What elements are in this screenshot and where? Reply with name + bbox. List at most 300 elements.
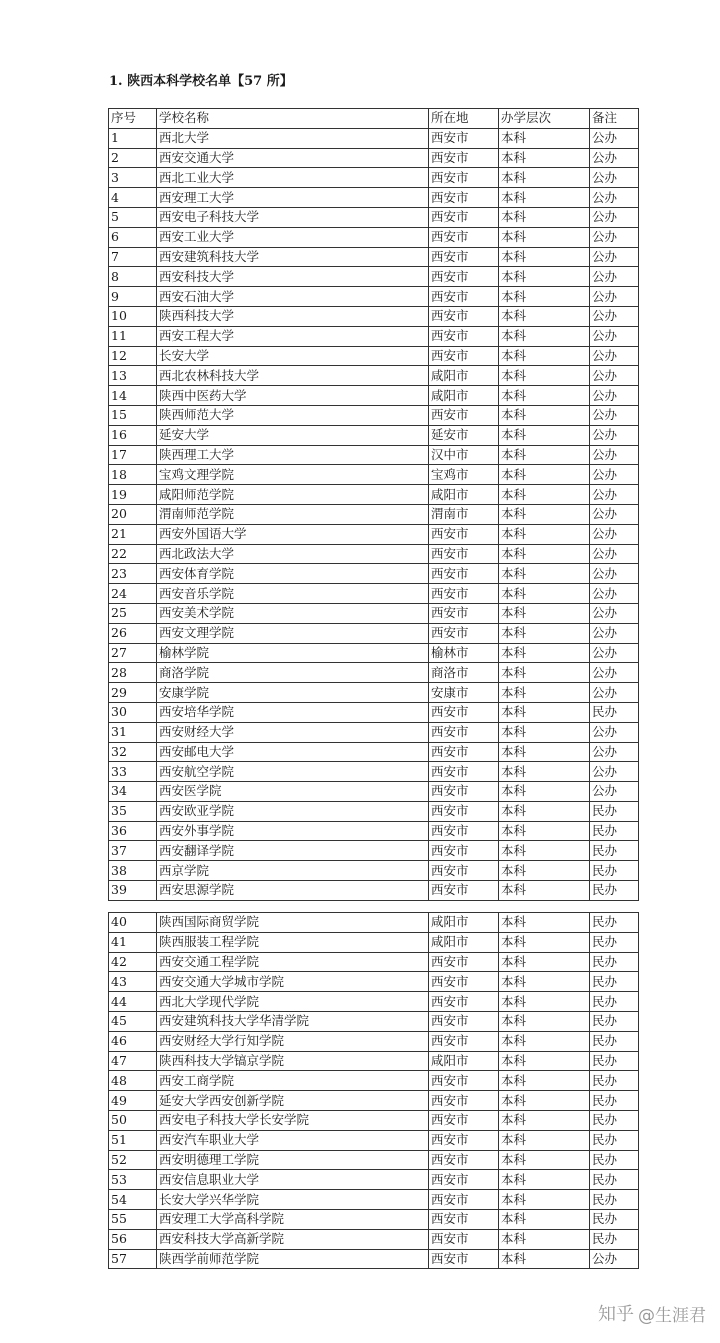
cell-level: 本科 [499, 1229, 590, 1249]
cell-location: 西安市 [429, 584, 499, 604]
cell-school-name: 西安外事学院 [157, 821, 429, 841]
table-row [109, 504, 639, 524]
table-row [109, 1209, 639, 1229]
cell-level: 本科 [499, 485, 590, 505]
cell-remark: 公办 [590, 603, 639, 623]
cell-school-name: 陕西理工大学 [157, 445, 429, 465]
cell-location: 西安市 [429, 207, 499, 227]
cell-school-name: 西安科技大学 [157, 267, 429, 287]
cell-remark: 民办 [590, 913, 639, 933]
cell-level: 本科 [499, 643, 590, 663]
cell-index: 14 [109, 386, 157, 406]
cell-remark: 公办 [590, 425, 639, 445]
table-row [109, 782, 639, 802]
cell-level: 本科 [499, 425, 590, 445]
cell-school-name: 西安建筑科技大学华清学院 [157, 1011, 429, 1031]
cell-location: 西安市 [429, 742, 499, 762]
cell-school-name: 西安培华学院 [157, 702, 429, 722]
cell-index: 47 [109, 1051, 157, 1071]
cell-index: 10 [109, 306, 157, 326]
cell-school-name: 西安财经大学 [157, 722, 429, 742]
cell-remark: 公办 [590, 386, 639, 406]
cell-index: 19 [109, 485, 157, 505]
cell-level: 本科 [499, 504, 590, 524]
cell-index: 51 [109, 1130, 157, 1150]
cell-remark: 民办 [590, 1031, 639, 1051]
table-row [109, 247, 639, 267]
table-row [109, 841, 639, 861]
cell-location: 西安市 [429, 762, 499, 782]
cell-school-name: 陕西中医药大学 [157, 386, 429, 406]
cell-index: 30 [109, 702, 157, 722]
table-row [109, 1110, 639, 1130]
cell-school-name: 西安理工大学 [157, 188, 429, 208]
cell-level: 本科 [499, 841, 590, 861]
cell-remark: 民办 [590, 821, 639, 841]
cell-school-name: 安康学院 [157, 683, 429, 703]
cell-level: 本科 [499, 188, 590, 208]
cell-index: 5 [109, 207, 157, 227]
cell-location: 咸阳市 [429, 386, 499, 406]
cell-level: 本科 [499, 148, 590, 168]
cell-level: 本科 [499, 663, 590, 683]
cell-remark: 公办 [590, 366, 639, 386]
cell-location: 西安市 [429, 801, 499, 821]
cell-remark: 公办 [590, 544, 639, 564]
cell-level: 本科 [499, 603, 590, 623]
cell-level: 本科 [499, 1130, 590, 1150]
cell-school-name: 西安欧亚学院 [157, 801, 429, 821]
cell-remark: 公办 [590, 782, 639, 802]
cell-index: 11 [109, 326, 157, 346]
cell-index: 3 [109, 168, 157, 188]
cell-index: 13 [109, 366, 157, 386]
cell-remark: 民办 [590, 881, 639, 901]
table-row [109, 1150, 639, 1170]
cell-level: 本科 [499, 445, 590, 465]
cell-school-name: 陕西科技大学镐京学院 [157, 1051, 429, 1071]
cell-level: 本科 [499, 524, 590, 544]
cell-index: 37 [109, 841, 157, 861]
table-row [109, 1051, 639, 1071]
cell-index: 50 [109, 1110, 157, 1130]
cell-index: 20 [109, 504, 157, 524]
cell-remark: 公办 [590, 1249, 639, 1269]
table-row [109, 603, 639, 623]
cell-school-name: 西安邮电大学 [157, 742, 429, 762]
cell-index: 15 [109, 405, 157, 425]
cell-remark: 公办 [590, 306, 639, 326]
table-row [109, 722, 639, 742]
cell-location: 西安市 [429, 1011, 499, 1031]
cell-school-name: 西安航空学院 [157, 762, 429, 782]
table-row [109, 306, 639, 326]
table-row [109, 663, 639, 683]
cell-school-name: 西京学院 [157, 861, 429, 881]
cell-level: 本科 [499, 465, 590, 485]
cell-school-name: 西安交通工程学院 [157, 952, 429, 972]
cell-remark: 公办 [590, 267, 639, 287]
cell-index: 9 [109, 287, 157, 307]
table-row [109, 992, 639, 1012]
cell-remark: 公办 [590, 168, 639, 188]
cell-location: 西安市 [429, 1091, 499, 1111]
cell-index: 27 [109, 643, 157, 663]
cell-school-name: 西安工业大学 [157, 227, 429, 247]
cell-location: 西安市 [429, 881, 499, 901]
table-row [109, 544, 639, 564]
table-row [109, 445, 639, 465]
cell-school-name: 西安思源学院 [157, 881, 429, 901]
cell-level: 本科 [499, 584, 590, 604]
cell-index: 53 [109, 1170, 157, 1190]
cell-index: 22 [109, 544, 157, 564]
cell-level: 本科 [499, 227, 590, 247]
table-header-cell: 所在地 [429, 109, 499, 129]
cell-school-name: 咸阳师范学院 [157, 485, 429, 505]
cell-remark: 公办 [590, 405, 639, 425]
cell-location: 西安市 [429, 128, 499, 148]
cell-location: 汉中市 [429, 445, 499, 465]
cell-level: 本科 [499, 1091, 590, 1111]
table-row [109, 128, 639, 148]
table-row [109, 932, 639, 952]
zhihu-logo: 知乎 [598, 1304, 634, 1325]
cell-index: 12 [109, 346, 157, 366]
cell-level: 本科 [499, 1209, 590, 1229]
cell-remark: 民办 [590, 841, 639, 861]
table-row [109, 952, 639, 972]
cell-location: 西安市 [429, 1170, 499, 1190]
cell-index: 7 [109, 247, 157, 267]
cell-index: 38 [109, 861, 157, 881]
cell-school-name: 西安财经大学行知学院 [157, 1031, 429, 1051]
cell-location: 西安市 [429, 247, 499, 267]
cell-level: 本科 [499, 1150, 590, 1170]
table-row [109, 861, 639, 881]
cell-level: 本科 [499, 801, 590, 821]
table-row [109, 972, 639, 992]
cell-remark: 民办 [590, 861, 639, 881]
cell-school-name: 商洛学院 [157, 663, 429, 683]
cell-index: 52 [109, 1150, 157, 1170]
cell-remark: 公办 [590, 524, 639, 544]
cell-remark: 公办 [590, 742, 639, 762]
cell-level: 本科 [499, 405, 590, 425]
cell-location: 西安市 [429, 1229, 499, 1249]
cell-index: 41 [109, 932, 157, 952]
table-row [109, 168, 639, 188]
cell-level: 本科 [499, 861, 590, 881]
cell-remark: 公办 [590, 445, 639, 465]
cell-location: 咸阳市 [429, 913, 499, 933]
cell-location: 商洛市 [429, 663, 499, 683]
cell-location: 西安市 [429, 326, 499, 346]
table-row [109, 1031, 639, 1051]
cell-school-name: 西安明德理工学院 [157, 1150, 429, 1170]
cell-remark: 公办 [590, 188, 639, 208]
watermark-author: @生涯君 [638, 1305, 706, 1326]
cell-remark: 公办 [590, 128, 639, 148]
cell-location: 西安市 [429, 623, 499, 643]
cell-level: 本科 [499, 544, 590, 564]
cell-school-name: 长安大学 [157, 346, 429, 366]
table-row [109, 287, 639, 307]
cell-index: 29 [109, 683, 157, 703]
cell-index: 25 [109, 603, 157, 623]
table-header-cell: 学校名称 [157, 109, 429, 129]
cell-index: 45 [109, 1011, 157, 1031]
cell-index: 23 [109, 564, 157, 584]
cell-school-name: 西安翻译学院 [157, 841, 429, 861]
cell-level: 本科 [499, 386, 590, 406]
cell-index: 17 [109, 445, 157, 465]
cell-remark: 民办 [590, 702, 639, 722]
cell-level: 本科 [499, 1190, 590, 1210]
cell-remark: 公办 [590, 643, 639, 663]
table-row [109, 683, 639, 703]
cell-location: 西安市 [429, 1071, 499, 1091]
table-row [109, 148, 639, 168]
cell-school-name: 延安大学西安创新学院 [157, 1091, 429, 1111]
table-row [109, 346, 639, 366]
cell-remark: 民办 [590, 1071, 639, 1091]
cell-level: 本科 [499, 683, 590, 703]
cell-level: 本科 [499, 702, 590, 722]
cell-school-name: 西北农林科技大学 [157, 366, 429, 386]
cell-location: 西安市 [429, 267, 499, 287]
cell-index: 39 [109, 881, 157, 901]
cell-location: 西安市 [429, 722, 499, 742]
cell-remark: 公办 [590, 623, 639, 643]
table-row [109, 425, 639, 445]
table-row [109, 1091, 639, 1111]
cell-index: 48 [109, 1071, 157, 1091]
cell-location: 西安市 [429, 1130, 499, 1150]
cell-location: 西安市 [429, 1190, 499, 1210]
cell-school-name: 西安汽车职业大学 [157, 1130, 429, 1150]
cell-remark: 公办 [590, 564, 639, 584]
table-row [109, 366, 639, 386]
cell-index: 40 [109, 913, 157, 933]
cell-remark: 公办 [590, 504, 639, 524]
cell-school-name: 西安音乐学院 [157, 584, 429, 604]
cell-level: 本科 [499, 623, 590, 643]
table-row [109, 881, 639, 901]
cell-index: 32 [109, 742, 157, 762]
cell-school-name: 西北政法大学 [157, 544, 429, 564]
cell-remark: 公办 [590, 207, 639, 227]
cell-location: 西安市 [429, 992, 499, 1012]
page-title: 1. 陕西本科学校名单【57 所】 [109, 74, 293, 89]
cell-index: 16 [109, 425, 157, 445]
table-row [109, 207, 639, 227]
cell-index: 57 [109, 1249, 157, 1269]
cell-index: 1 [109, 128, 157, 148]
cell-remark: 民办 [590, 1150, 639, 1170]
school-table-part-2 [108, 912, 639, 1269]
cell-remark: 民办 [590, 1190, 639, 1210]
cell-school-name: 西北大学 [157, 128, 429, 148]
cell-location: 榆林市 [429, 643, 499, 663]
cell-location: 西安市 [429, 972, 499, 992]
table-row [109, 742, 639, 762]
cell-index: 42 [109, 952, 157, 972]
cell-level: 本科 [499, 1071, 590, 1091]
cell-school-name: 西安信息职业大学 [157, 1170, 429, 1190]
cell-remark: 公办 [590, 762, 639, 782]
table-row [109, 465, 639, 485]
table-row [109, 326, 639, 346]
cell-location: 咸阳市 [429, 485, 499, 505]
cell-index: 26 [109, 623, 157, 643]
cell-level: 本科 [499, 913, 590, 933]
cell-level: 本科 [499, 881, 590, 901]
cell-location: 西安市 [429, 148, 499, 168]
cell-level: 本科 [499, 742, 590, 762]
cell-location: 西安市 [429, 702, 499, 722]
cell-location: 西安市 [429, 1031, 499, 1051]
cell-index: 6 [109, 227, 157, 247]
cell-level: 本科 [499, 762, 590, 782]
cell-location: 咸阳市 [429, 932, 499, 952]
cell-level: 本科 [499, 564, 590, 584]
cell-school-name: 陕西服装工程学院 [157, 932, 429, 952]
cell-location: 西安市 [429, 168, 499, 188]
cell-remark: 民办 [590, 1011, 639, 1031]
cell-remark: 民办 [590, 1130, 639, 1150]
school-table-part-1 [108, 108, 639, 901]
cell-index: 34 [109, 782, 157, 802]
table-row [109, 801, 639, 821]
cell-level: 本科 [499, 1031, 590, 1051]
cell-level: 本科 [499, 1011, 590, 1031]
cell-index: 35 [109, 801, 157, 821]
table-row [109, 913, 639, 933]
cell-location: 西安市 [429, 1150, 499, 1170]
cell-index: 46 [109, 1031, 157, 1051]
cell-school-name: 陕西师范大学 [157, 405, 429, 425]
cell-location: 西安市 [429, 1110, 499, 1130]
table-row [109, 702, 639, 722]
cell-school-name: 延安大学 [157, 425, 429, 445]
table-row [109, 1130, 639, 1150]
table-row [109, 386, 639, 406]
table-header-cell: 备注 [590, 109, 639, 129]
cell-index: 55 [109, 1209, 157, 1229]
table-row [109, 762, 639, 782]
cell-location: 西安市 [429, 1249, 499, 1269]
cell-index: 8 [109, 267, 157, 287]
cell-location: 咸阳市 [429, 1051, 499, 1071]
cell-level: 本科 [499, 128, 590, 148]
cell-school-name: 西安交通大学城市学院 [157, 972, 429, 992]
cell-location: 西安市 [429, 841, 499, 861]
table-row [109, 564, 639, 584]
cell-location: 西安市 [429, 524, 499, 544]
cell-level: 本科 [499, 932, 590, 952]
cell-index: 33 [109, 762, 157, 782]
table-row [109, 1170, 639, 1190]
cell-school-name: 西安医学院 [157, 782, 429, 802]
cell-location: 西安市 [429, 287, 499, 307]
cell-school-name: 西安工商学院 [157, 1071, 429, 1091]
cell-remark: 民办 [590, 1051, 639, 1071]
cell-level: 本科 [499, 782, 590, 802]
cell-location: 西安市 [429, 861, 499, 881]
cell-level: 本科 [499, 821, 590, 841]
cell-school-name: 西北工业大学 [157, 168, 429, 188]
cell-level: 本科 [499, 267, 590, 287]
table-row [109, 1190, 639, 1210]
cell-level: 本科 [499, 1249, 590, 1269]
table-row [109, 1229, 639, 1249]
table-row [109, 1071, 639, 1091]
cell-school-name: 西安石油大学 [157, 287, 429, 307]
cell-location: 西安市 [429, 1209, 499, 1229]
cell-location: 西安市 [429, 227, 499, 247]
table-row [109, 623, 639, 643]
cell-school-name: 西安科技大学高新学院 [157, 1229, 429, 1249]
cell-location: 安康市 [429, 683, 499, 703]
cell-index: 31 [109, 722, 157, 742]
cell-remark: 公办 [590, 247, 639, 267]
cell-level: 本科 [499, 1051, 590, 1071]
table-header-cell: 序号 [109, 109, 157, 129]
cell-school-name: 西安外国语大学 [157, 524, 429, 544]
cell-remark: 民办 [590, 1229, 639, 1249]
cell-level: 本科 [499, 1170, 590, 1190]
cell-location: 西安市 [429, 952, 499, 972]
cell-level: 本科 [499, 306, 590, 326]
table-header-cell: 办学层次 [499, 109, 590, 129]
table-row [109, 1249, 639, 1269]
cell-remark: 公办 [590, 326, 639, 346]
cell-level: 本科 [499, 207, 590, 227]
cell-location: 西安市 [429, 346, 499, 366]
table-row [109, 584, 639, 604]
zhihu-watermark [598, 1300, 706, 1326]
table-row [109, 485, 639, 505]
cell-level: 本科 [499, 972, 590, 992]
cell-index: 43 [109, 972, 157, 992]
table-row [109, 1011, 639, 1031]
cell-remark: 民办 [590, 992, 639, 1012]
cell-location: 延安市 [429, 425, 499, 445]
cell-location: 西安市 [429, 564, 499, 584]
cell-school-name: 西安电子科技大学 [157, 207, 429, 227]
cell-remark: 公办 [590, 227, 639, 247]
cell-level: 本科 [499, 346, 590, 366]
cell-remark: 公办 [590, 584, 639, 604]
cell-remark: 公办 [590, 683, 639, 703]
cell-index: 36 [109, 821, 157, 841]
cell-index: 24 [109, 584, 157, 604]
cell-school-name: 西安体育学院 [157, 564, 429, 584]
cell-level: 本科 [499, 247, 590, 267]
cell-school-name: 西安交通大学 [157, 148, 429, 168]
cell-remark: 民办 [590, 1170, 639, 1190]
table-row [109, 524, 639, 544]
cell-index: 54 [109, 1190, 157, 1210]
table-header-row [109, 109, 639, 129]
cell-school-name: 西安电子科技大学长安学院 [157, 1110, 429, 1130]
cell-remark: 民办 [590, 932, 639, 952]
cell-remark: 民办 [590, 1091, 639, 1111]
cell-index: 21 [109, 524, 157, 544]
cell-school-name: 西安工程大学 [157, 326, 429, 346]
cell-level: 本科 [499, 992, 590, 1012]
